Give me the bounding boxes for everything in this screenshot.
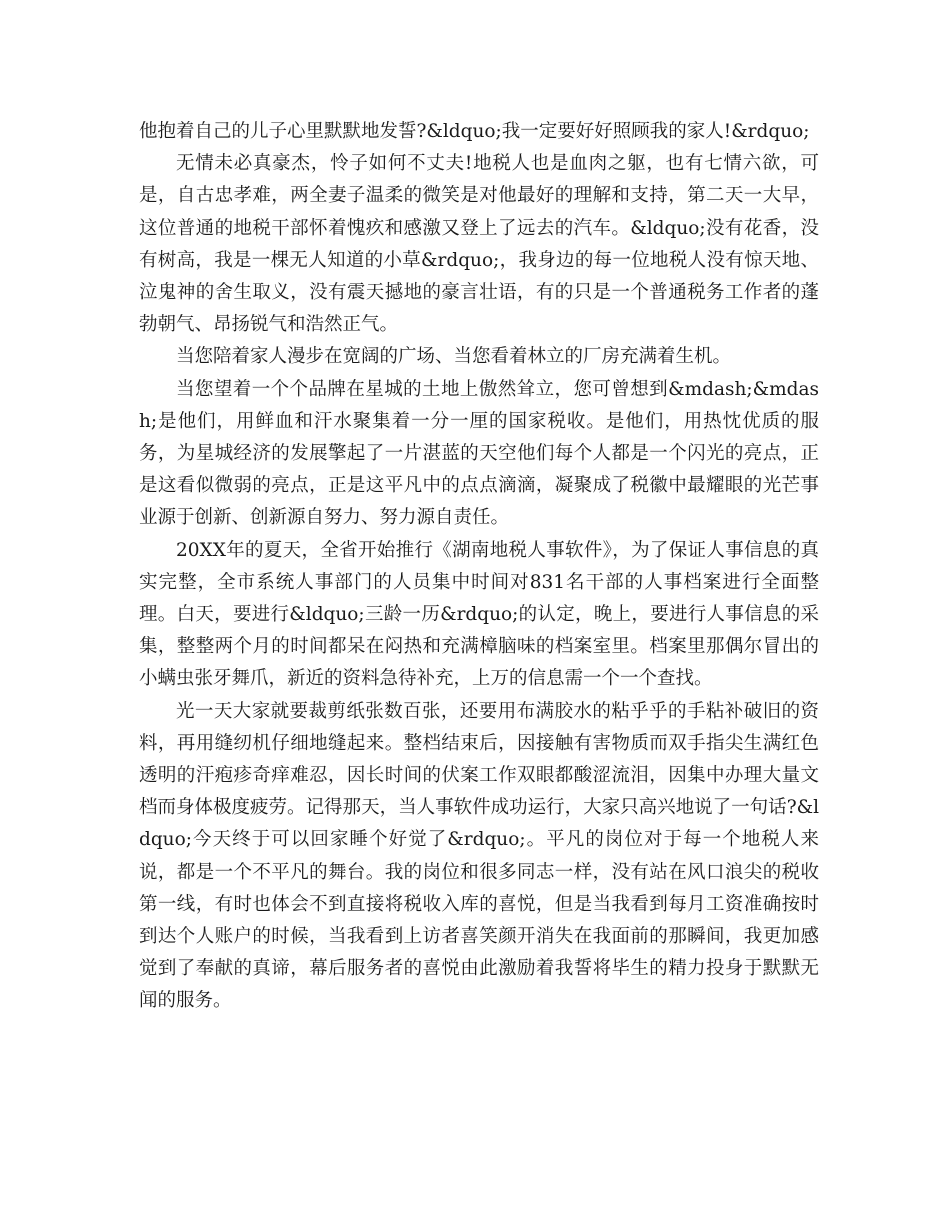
paragraph: 当您陪着家人漫步在宽阔的广场、当您看着林立的厂房充满着生机。 xyxy=(176,346,732,368)
paragraph: 当您望着一个个品牌在星城的土地上傲然耸立，您可曾想到&mdash;&mdash;是他们，用鲜血和汗水聚集着一分一厘的国家税收。是他们，用热忱优质的服务，为星城经济的发展擎起了一片湛蓝的天空他们每个人都是一个闪光的亮点，正是这看似微弱的亮点，正是这平凡中的点点滴滴，凝聚成了税徽中最耀眼的光芒事业源于创新、创新源自努力、努力源自责任。 xyxy=(139,378,819,529)
paragraph: 光一天大家就要裁剪纸张数百张，还要用布满胶水的粘乎乎的手粘补破旧的资料，再用缝纫机仔细地缝起来。整档结束后，因接触有害物质而双手指尖生满红色透明的汗疱疹奇痒难忍，因长时间的伏案工作双眼都酸涩流泪，因集中办理大量文档而身体极度疲劳。记得那天，当人事软件成功运行，大家只高兴地说了一句话?&ldquo;今天终于可以回家睡个好觉了&rdquo;。平凡的岗位对于每一个地税人来说，都是一个不平凡的舞台。我的岗位和很多同志一样，没有站在风口浪尖的税收第一线，有时也体会不到直接将税收入库的喜悦，但是当我看到每月工资准确按时到达个人账户的时候，当我看到上访者喜笑颜开消失在我面前的那瞬间，我更加感觉到了奉献的真谛，幕后服务者的喜悦由此激励着我誓将毕生的精力投身于默默无闻的服务。 xyxy=(139,700,819,1012)
paragraph: 20XX年的夏天，全省开始推行《湖南地税人事软件》，为了保证人事信息的真实完整，全市系统人事部门的人员集中时间对831名干部的人事档案进行全面整理。白天，要进行&ldquo;三龄一历&rdquo;的认定，晚上，要进行人事信息的采集，整整两个月的时间都呆在闷热和充满樟脑味的档案室里。档案里那偶尔冒出的小螨虫张牙舞爪，新近的资料急待补充，上万的信息需一个一个查找。 xyxy=(139,539,819,690)
paragraph: 他抱着自己的儿子心里默默地发誓?&ldquo;我一定要好好照顾我的家人!&rdquo; xyxy=(139,121,810,142)
paragraph: 无情未必真豪杰，怜子如何不丈夫!地税人也是血肉之躯，也有七情六欲，可是，自古忠孝难，两全妻子温柔的微笑是对他最好的理解和支持，第二天一大早，这位普通的地税干部怀着愧疚和感激又登上了远去的汽车。&ldquo;没有花香，没有树高，我是一棵无人知道的小草&rdquo;，我身边的每一位地税人没有惊天地、泣鬼神的舍生取义，没有震天撼地的豪言壮语，有的只是一个普通税务工作者的蓬勃朝气、昂扬锐气和浩然正气。 xyxy=(139,153,819,336)
document-body xyxy=(139,116,819,1018)
